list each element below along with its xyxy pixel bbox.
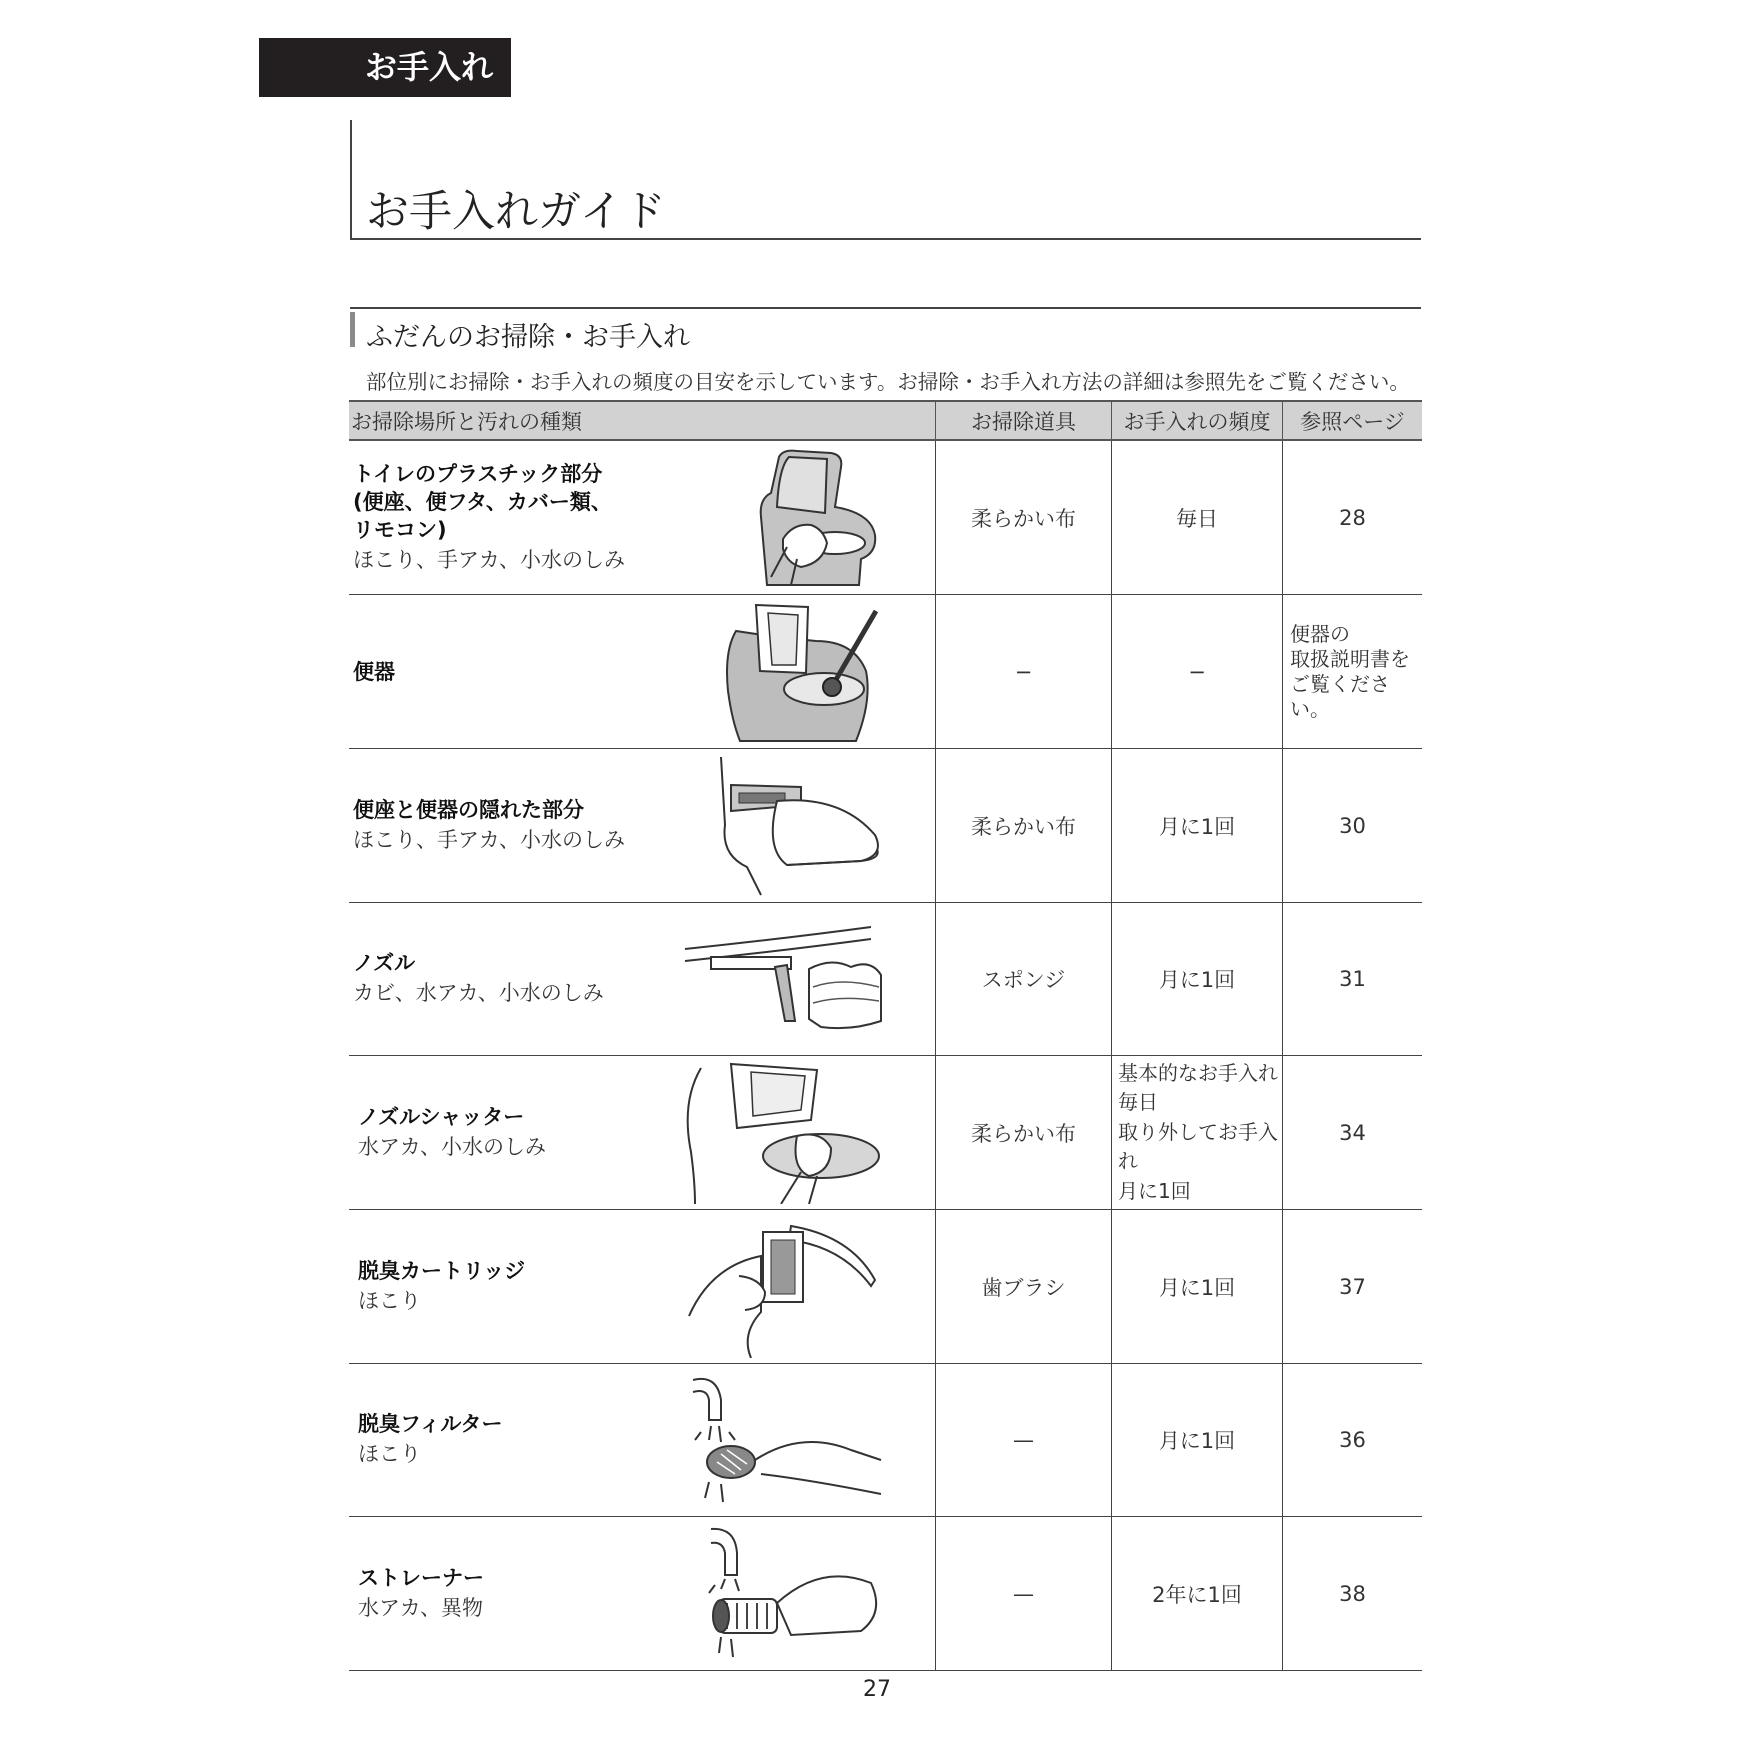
- item-dirt-type: 水アカ、小水のしみ: [358, 1134, 546, 1159]
- item-name: 脱臭カートリッジ: [358, 1258, 526, 1283]
- item-tool: −: [935, 595, 1111, 748]
- deodorizer-cartridge-illustration: [681, 1216, 891, 1358]
- page-number: 27: [863, 1677, 891, 1702]
- item-frequency: 月に1回: [1111, 903, 1282, 1055]
- table-row: [349, 1056, 1422, 1210]
- deodorizer-filter-illustration: [681, 1370, 891, 1512]
- subheading: ふだんのお掃除・お手入れ: [366, 322, 690, 353]
- header-frequency: お手入れの頻度: [1111, 402, 1282, 439]
- page-title: お手入れガイド: [366, 187, 666, 237]
- table-row: [349, 903, 1422, 1056]
- item-name: ノズル: [353, 951, 416, 975]
- item-dirt-type: カビ、水アカ、小水のしみ: [353, 981, 604, 1005]
- item-reference: 31: [1282, 903, 1422, 1055]
- item-frequency: 月に1回: [1111, 1210, 1282, 1363]
- item-frequency: 月に1回: [1111, 1364, 1282, 1516]
- nozzle-sponge-illustration: [681, 909, 891, 1051]
- nozzle-shutter-illustration: [681, 1062, 891, 1204]
- subheading-accent-bar: [350, 312, 355, 347]
- frequency-line: 基本的なお手入れ: [1118, 1060, 1278, 1085]
- item-tool: 柔らかい布: [935, 441, 1111, 594]
- item-name: トイレのプラスチック部分 (便座、便フタ、カバー類、 リモコン): [353, 461, 612, 542]
- table-row: [349, 749, 1422, 903]
- item-reference: 37: [1282, 1210, 1422, 1363]
- header-reference: 参照ページ: [1282, 402, 1422, 439]
- item-reference: [1282, 595, 1422, 748]
- cleaning-guide-table: [349, 400, 1422, 1671]
- table-row: [349, 1364, 1422, 1517]
- intro-text: 部位別にお掃除・お手入れの頻度の目安を示しています。お掃除・お手入れ方法の詳細は参照先をご覧ください。: [366, 370, 1410, 394]
- item-tool: 柔らかい布: [935, 1056, 1111, 1209]
- item-tool: —: [935, 1364, 1111, 1516]
- item-name: 便器: [353, 659, 395, 684]
- table-row: [349, 1517, 1422, 1671]
- frequency-line: 取り外してお手入れ: [1118, 1119, 1278, 1174]
- item-frequency: 2年に1回: [1111, 1517, 1282, 1670]
- item-dirt-type: ほこり、手アカ、小水のしみ: [353, 827, 625, 852]
- item-name: ストレーナー: [358, 1565, 484, 1590]
- item-reference: 36: [1282, 1364, 1422, 1516]
- reference-line: 取扱説明書を: [1290, 646, 1410, 671]
- item-frequency: −: [1111, 595, 1282, 748]
- item-tool: 柔らかい布: [935, 749, 1111, 902]
- header-location: お掃除場所と汚れの種類: [351, 409, 582, 434]
- toilet-bowl-brush-illustration: [716, 601, 891, 743]
- item-frequency: 毎日: [1111, 441, 1282, 594]
- item-dirt-type: 水アカ、異物: [358, 1595, 483, 1620]
- reference-line: ご覧ください。: [1290, 671, 1390, 721]
- item-name: 脱臭フィルター: [358, 1412, 503, 1436]
- item-reference: 30: [1282, 749, 1422, 902]
- item-reference: 28: [1282, 441, 1422, 594]
- strainer-illustration: [681, 1523, 891, 1665]
- section-label: お手入れ: [259, 38, 511, 97]
- item-reference: 38: [1282, 1517, 1422, 1670]
- item-tool: —: [935, 1517, 1111, 1670]
- item-frequency: [1111, 1056, 1282, 1209]
- item-tool: 歯ブラシ: [935, 1210, 1111, 1363]
- item-dirt-type: ほこり: [358, 1288, 421, 1313]
- item-tool: スポンジ: [935, 903, 1111, 1055]
- item-frequency: 月に1回: [1111, 749, 1282, 902]
- item-dirt-type: ほこり、手アカ、小水のしみ: [353, 547, 625, 572]
- item-dirt-type: ほこり: [358, 1442, 421, 1466]
- table-header: [349, 400, 1422, 441]
- item-name: 便座と便器の隠れた部分: [353, 797, 584, 822]
- item-name: ノズルシャッター: [358, 1104, 525, 1129]
- reference-line: 便器の: [1290, 621, 1350, 646]
- hidden-parts-illustration: [691, 755, 891, 897]
- table-row: [349, 595, 1422, 749]
- table-row: [349, 1210, 1422, 1364]
- subheading-block: [350, 307, 1421, 353]
- header-tool: お掃除道具: [935, 402, 1111, 439]
- frequency-line: 月に1回: [1118, 1178, 1191, 1203]
- table-row: [349, 441, 1422, 595]
- page-title-block: [350, 120, 1421, 240]
- frequency-line: 毎日: [1118, 1090, 1158, 1115]
- toilet-seat-wiping-illustration: [731, 447, 891, 589]
- item-reference: 34: [1282, 1056, 1422, 1209]
